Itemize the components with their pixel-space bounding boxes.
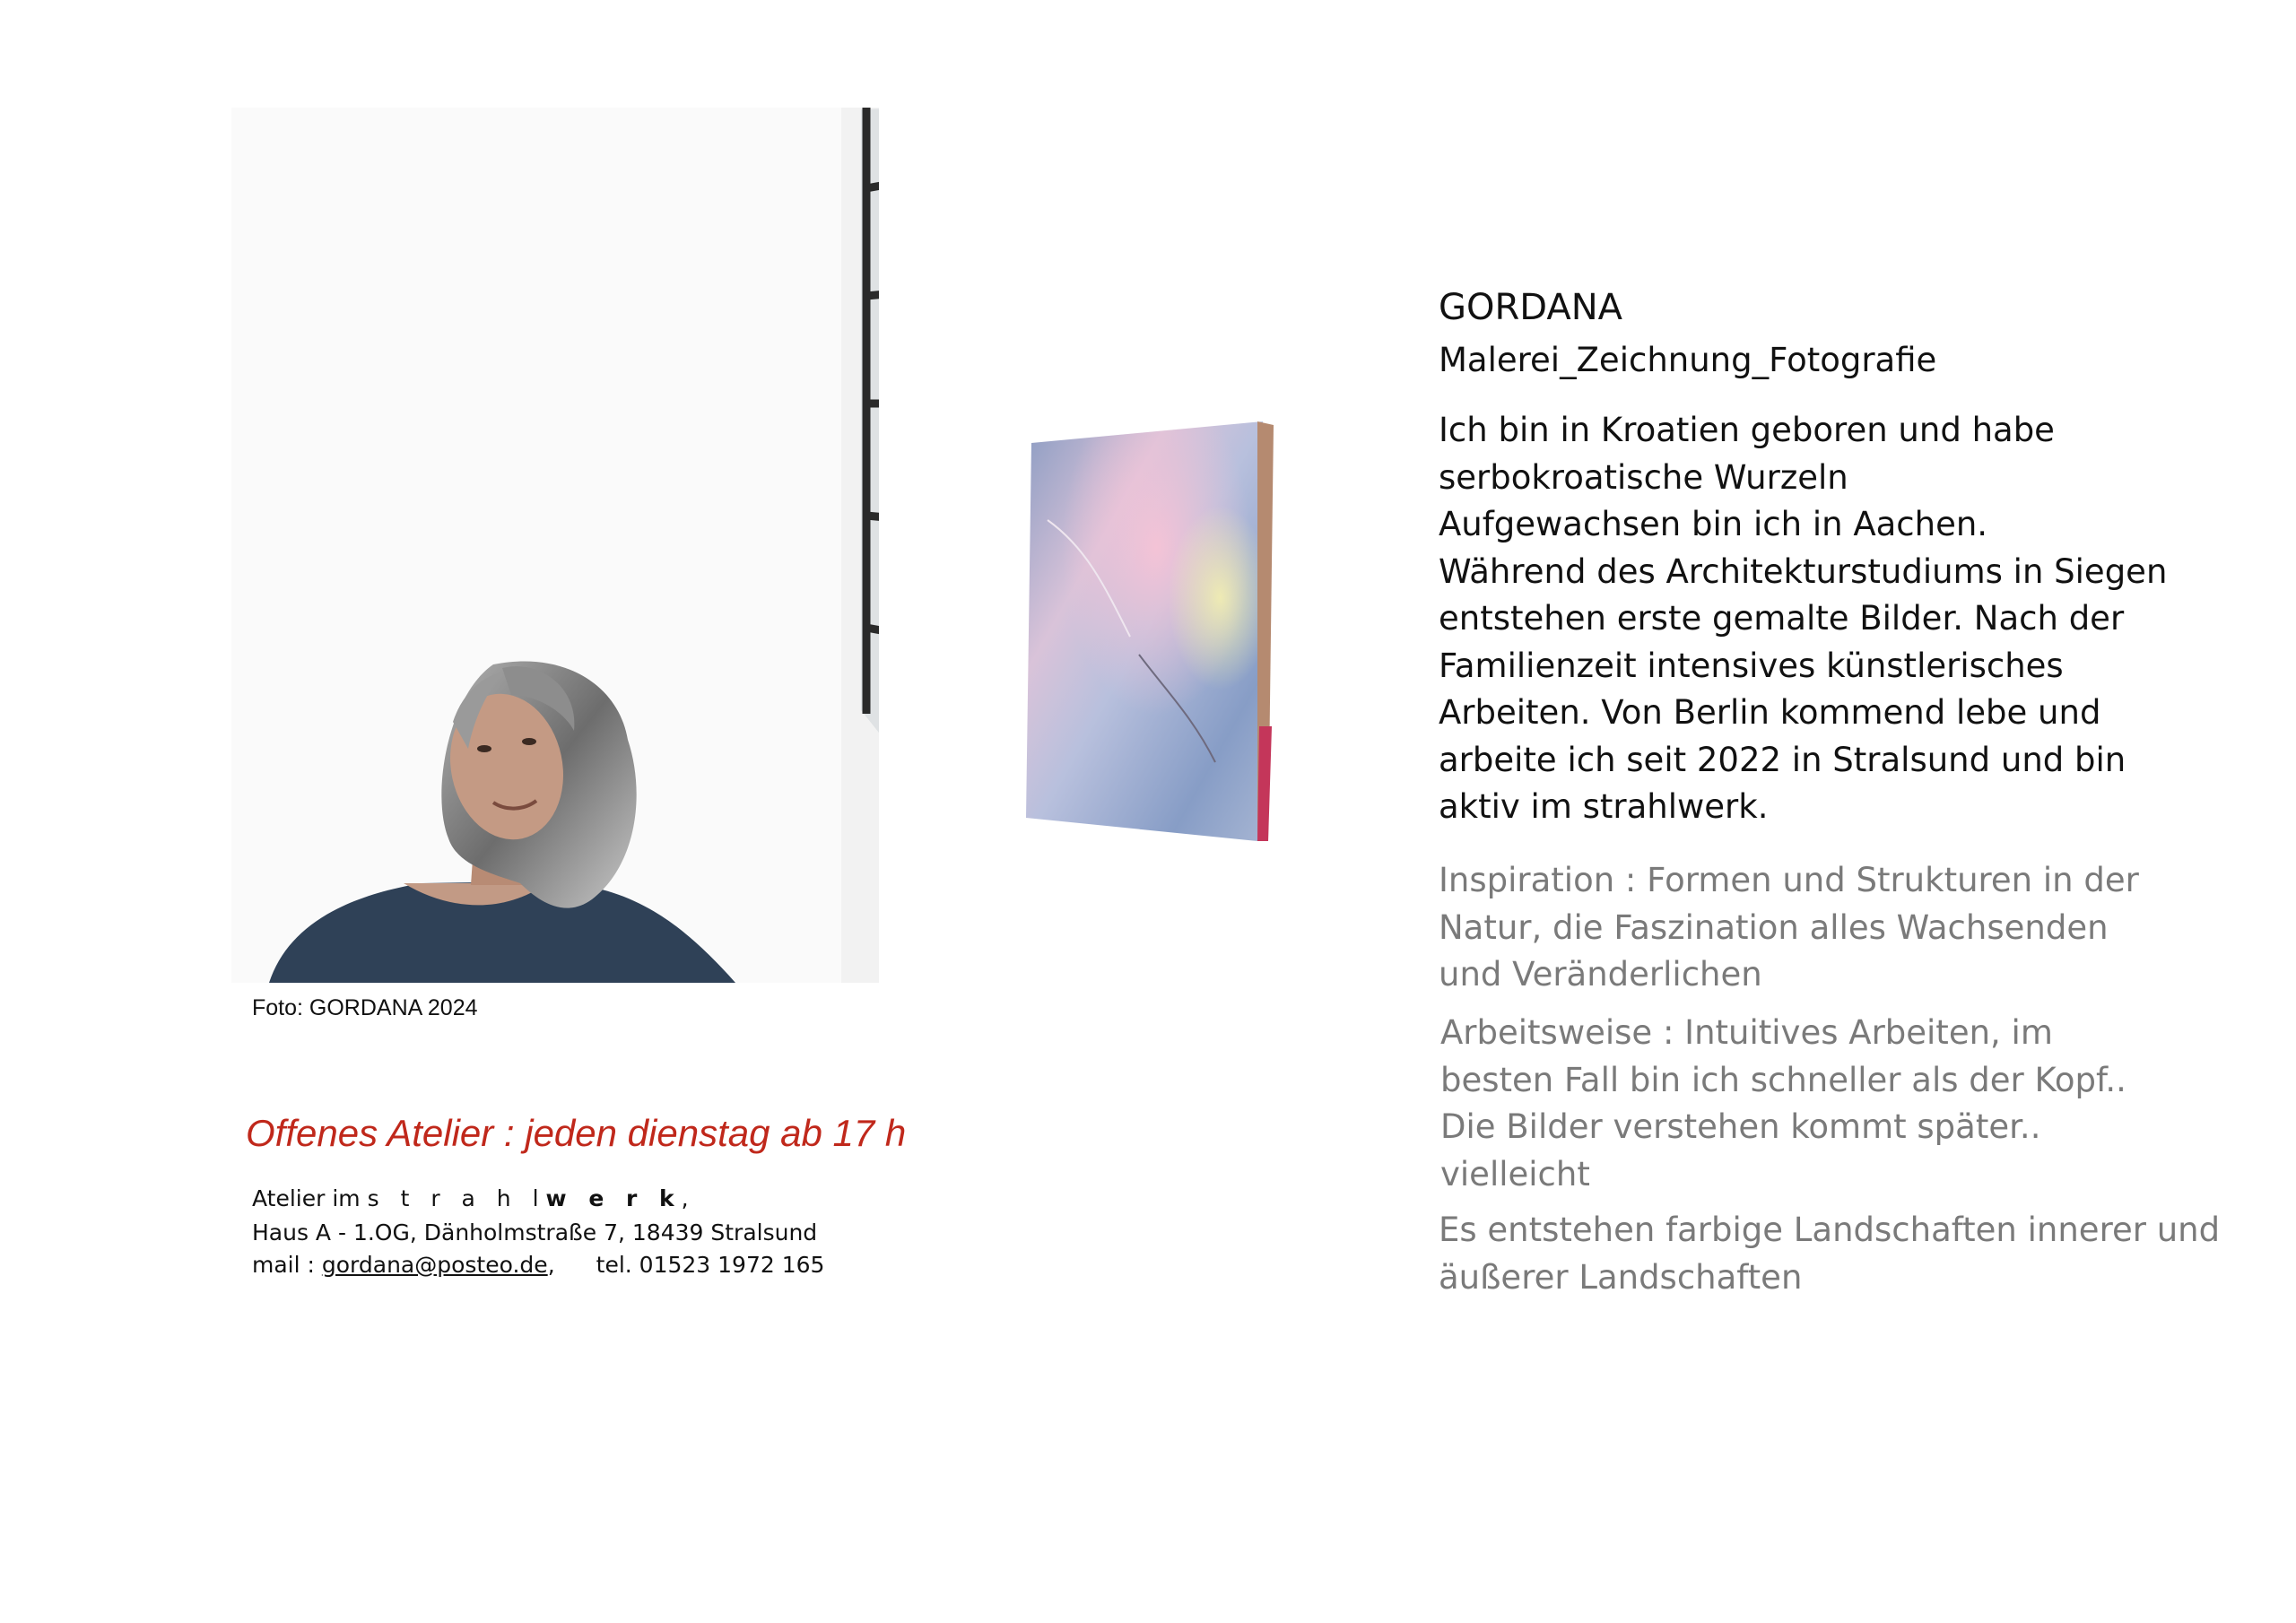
photo-caption: Foto: GORDANA 2024 [252, 995, 478, 1020]
working-method-text: Arbeitsweise : Intuitives Arbeiten, im besten Fall bin ich schneller als der Kopf.. Die Bilder verstehen kommt später.. vielleicht [1440, 1013, 2126, 1193]
atelier-name [252, 1185, 689, 1211]
werk-text: w e r k [545, 1185, 682, 1211]
phone-number: tel. 01523 1972 165 [596, 1252, 825, 1278]
mail-comma: , [547, 1252, 555, 1278]
strahl-text: s t r a h l [367, 1185, 546, 1211]
artist-figure [269, 659, 771, 983]
atelier-prefix: Atelier im [252, 1185, 368, 1211]
atelier-comma: , [681, 1185, 689, 1211]
open-studio-notice: Offenes Atelier : jeden dienstag ab 17 h [246, 1112, 907, 1154]
landscapes-text: Es entstehen farbige Landschaften innerer und äußerer Landschaften [1439, 1211, 2221, 1297]
artist-disciplines: Malerei_Zeichnung_Fotografie [1439, 341, 1937, 379]
artist-bio: Ich bin in Kroatien geboren und habe serbokroatische Wurzeln Aufgewachsen bin ich in Aachen. Während des Architekturstudiums in Siegen entstehen erste gemalte Bilder. Nach der Familienzeit intensives künstlerisches Arbeiten. Von Berlin kommend lebe und arbeite ich seit 2022 in Stralsund und bin aktiv im strahlwerk. [1439, 411, 2168, 826]
mail-label: mail : [252, 1252, 322, 1278]
painting-image [1022, 421, 1274, 852]
email-link[interactable]: gordana@posteo.de [321, 1252, 548, 1278]
street-address: Haus A - 1.OG, Dänholmstraße 7, 18439 Stralsund [252, 1219, 818, 1245]
contact-line [252, 1252, 824, 1278]
inspiration-text: Inspiration : Formen und Strukturen in der Natur, die Faszination alles Wachsenden und Veränderlichen [1439, 861, 2139, 994]
artist-name: GORDANA [1439, 287, 1623, 328]
